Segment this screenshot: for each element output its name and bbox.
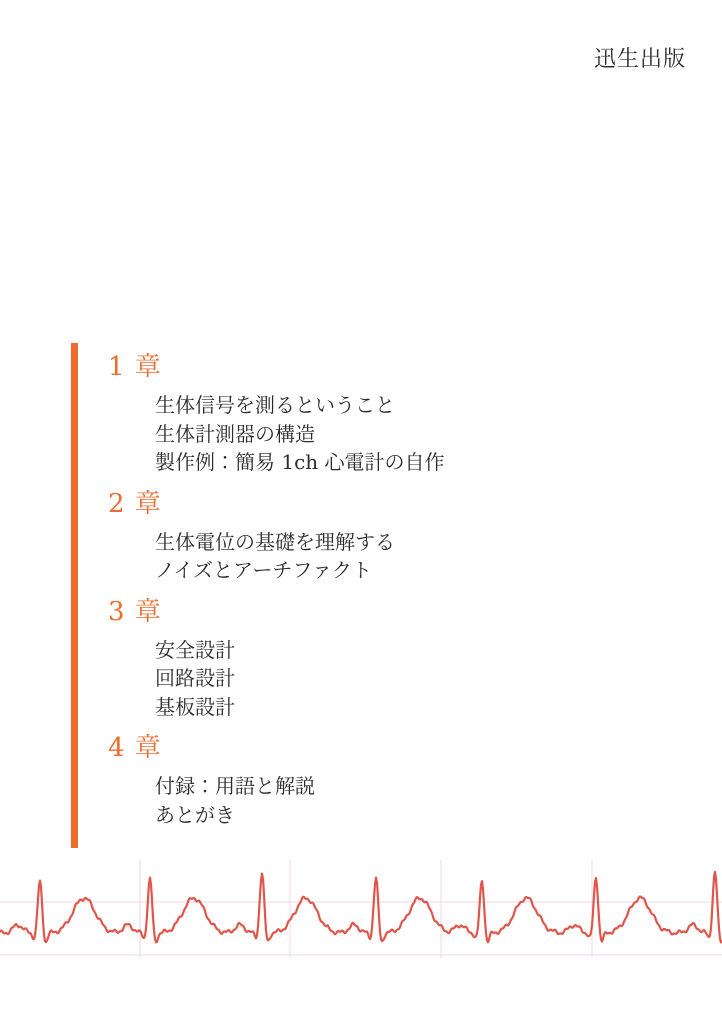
ecg-waveform	[0, 855, 722, 970]
toc-item: 製作例：簡易 1ch 心電計の自作	[155, 450, 445, 474]
chapter-heading: 2 章	[108, 488, 162, 519]
toc-item: 生体電位の基礎を理解する	[155, 529, 395, 554]
chapter-items	[108, 391, 588, 477]
toc-item: 付録：用語と解説	[155, 774, 315, 798]
toc-item: 安全設計	[155, 637, 235, 662]
toc-item: 生体計測器の構造	[155, 421, 315, 446]
chapter-items	[108, 772, 588, 829]
toc-item: 生体信号を測るということ	[155, 393, 395, 417]
toc	[108, 352, 588, 829]
toc-item: 基板設計	[155, 694, 235, 719]
ecg-trace	[0, 872, 722, 942]
ecg-strip	[0, 855, 722, 970]
chapter-items	[108, 528, 588, 585]
toc-item: 回路設計	[155, 666, 235, 690]
publisher-label: 迅生出版	[593, 47, 686, 72]
toc-item: ノイズとアーチファクト	[155, 558, 372, 582]
chapter-heading: 3 章	[108, 596, 162, 627]
chapter-heading: 4 章	[108, 733, 162, 763]
chapter-heading: 1 章	[108, 352, 162, 382]
chapter-items	[108, 636, 588, 722]
toc-item: あとがき	[155, 802, 235, 827]
accent-bar	[71, 343, 78, 848]
